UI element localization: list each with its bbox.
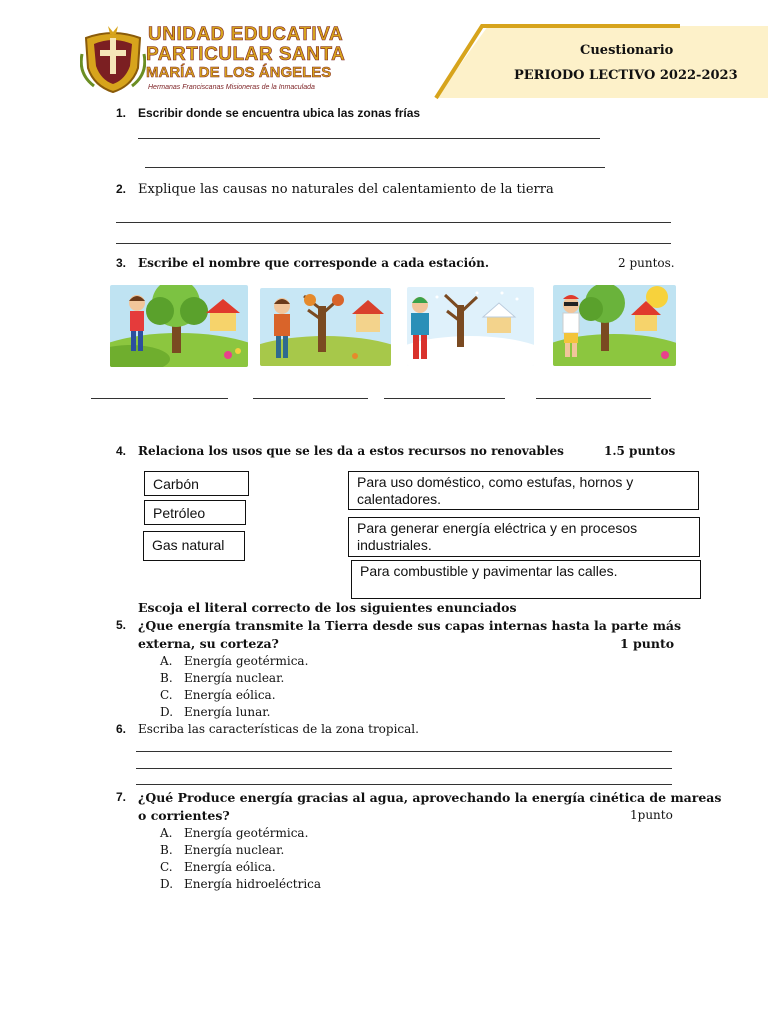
period-label: PERIODO LECTIVO 2022-2023 (514, 68, 738, 83)
school-logo (80, 24, 146, 94)
school-name-line3: MARÍA DE LOS ÁNGELES (146, 64, 332, 81)
q7-option-c[interactable]: C. Energía eólica. (160, 860, 276, 874)
season-answer-line[interactable] (536, 398, 651, 399)
q7-text-line1: ¿Qué Produce energía gracias al agua, aprovechando la energía cinética de mareas (138, 790, 722, 805)
q3-points: 2 puntos. (618, 256, 675, 270)
crest-icon (80, 24, 146, 94)
q7-option-a[interactable]: A. Energía geotérmica. (160, 826, 309, 840)
q1-answer-line[interactable] (145, 167, 605, 168)
q6-number: 6. (116, 722, 127, 736)
q2-answer-line[interactable] (116, 243, 671, 244)
resource-box-natural-gas[interactable]: Gas natural (143, 531, 245, 561)
q3-number: 3. (116, 256, 127, 270)
q7-points: 1punto (630, 808, 673, 822)
spring-scene-image (110, 285, 248, 367)
q6-answer-line[interactable] (136, 751, 672, 752)
season-answer-line[interactable] (384, 398, 505, 399)
doc-type: Cuestionario (580, 43, 674, 58)
winter-scene-image (407, 287, 534, 366)
season-answer-line[interactable] (253, 398, 368, 399)
use-box-electric[interactable]: Para generar energía eléctrica y en procesos industriales. (348, 517, 700, 557)
q5-option-a[interactable]: A. Energía geotérmica. (160, 654, 309, 668)
q6-answer-line[interactable] (136, 768, 672, 769)
q4-points: 1.5 puntos (604, 444, 676, 458)
q2-answer-line[interactable] (116, 222, 671, 223)
q5-number: 5. (116, 618, 127, 632)
school-motto: Hermanas Franciscanas Misioneras de la Inmaculada (148, 84, 315, 91)
q7-option-d[interactable]: D. Energía hidroeléctrica (160, 877, 322, 891)
school-name-line2: PARTICULAR SANTA (146, 44, 346, 65)
header-panel (430, 22, 768, 100)
q5-points: 1 punto (620, 636, 675, 651)
use-box-fuel[interactable]: Para combustible y pavimentar las calles. (351, 560, 701, 599)
q5-option-d[interactable]: D. Energía lunar. (160, 705, 271, 719)
q4-number: 4. (116, 444, 127, 458)
q6-text: Escriba las características de la zona tropical. (138, 722, 419, 736)
resource-box-carbon[interactable]: Carbón (144, 471, 249, 496)
use-box-domestic[interactable]: Para uso doméstico, como estufas, hornos y calentadores. (348, 471, 699, 510)
q1-answer-line[interactable] (138, 138, 600, 139)
autumn-scene-image (260, 288, 391, 366)
season-answer-line[interactable] (91, 398, 228, 399)
q2-text: Explique las causas no naturales del calentamiento de la tierra (138, 182, 554, 197)
q4-text: Relaciona los usos que se les da a estos recursos no renovables (138, 444, 564, 458)
q2-number: 2. (116, 182, 127, 196)
q7-text-line2: o corrientes? (138, 808, 230, 823)
summer-scene-image (553, 285, 676, 366)
q3-text: Escribe el nombre que corresponde a cada estación. (138, 256, 490, 270)
school-name-line1: UNIDAD EDUCATIVA (148, 24, 344, 45)
q7-option-b[interactable]: B. Energía nuclear. (160, 843, 285, 857)
q1-text: Escribir donde se encuentra ubica las zonas frías (138, 106, 421, 120)
q6-answer-line[interactable] (136, 784, 672, 785)
q7-number: 7. (116, 790, 127, 804)
section-instruction: Escoja el literal correcto de los siguientes enunciados (138, 600, 517, 615)
q1-number: 1. (116, 106, 127, 120)
q5-option-b[interactable]: B. Energía nuclear. (160, 671, 285, 685)
q5-option-c[interactable]: C. Energía eólica. (160, 688, 276, 702)
q5-text-line2: externa, su corteza? (138, 636, 279, 651)
q5-text-line1: ¿Que energía transmite la Tierra desde sus capas internas hasta la parte más (138, 618, 682, 633)
resource-box-petroleum[interactable]: Petróleo (144, 500, 246, 525)
